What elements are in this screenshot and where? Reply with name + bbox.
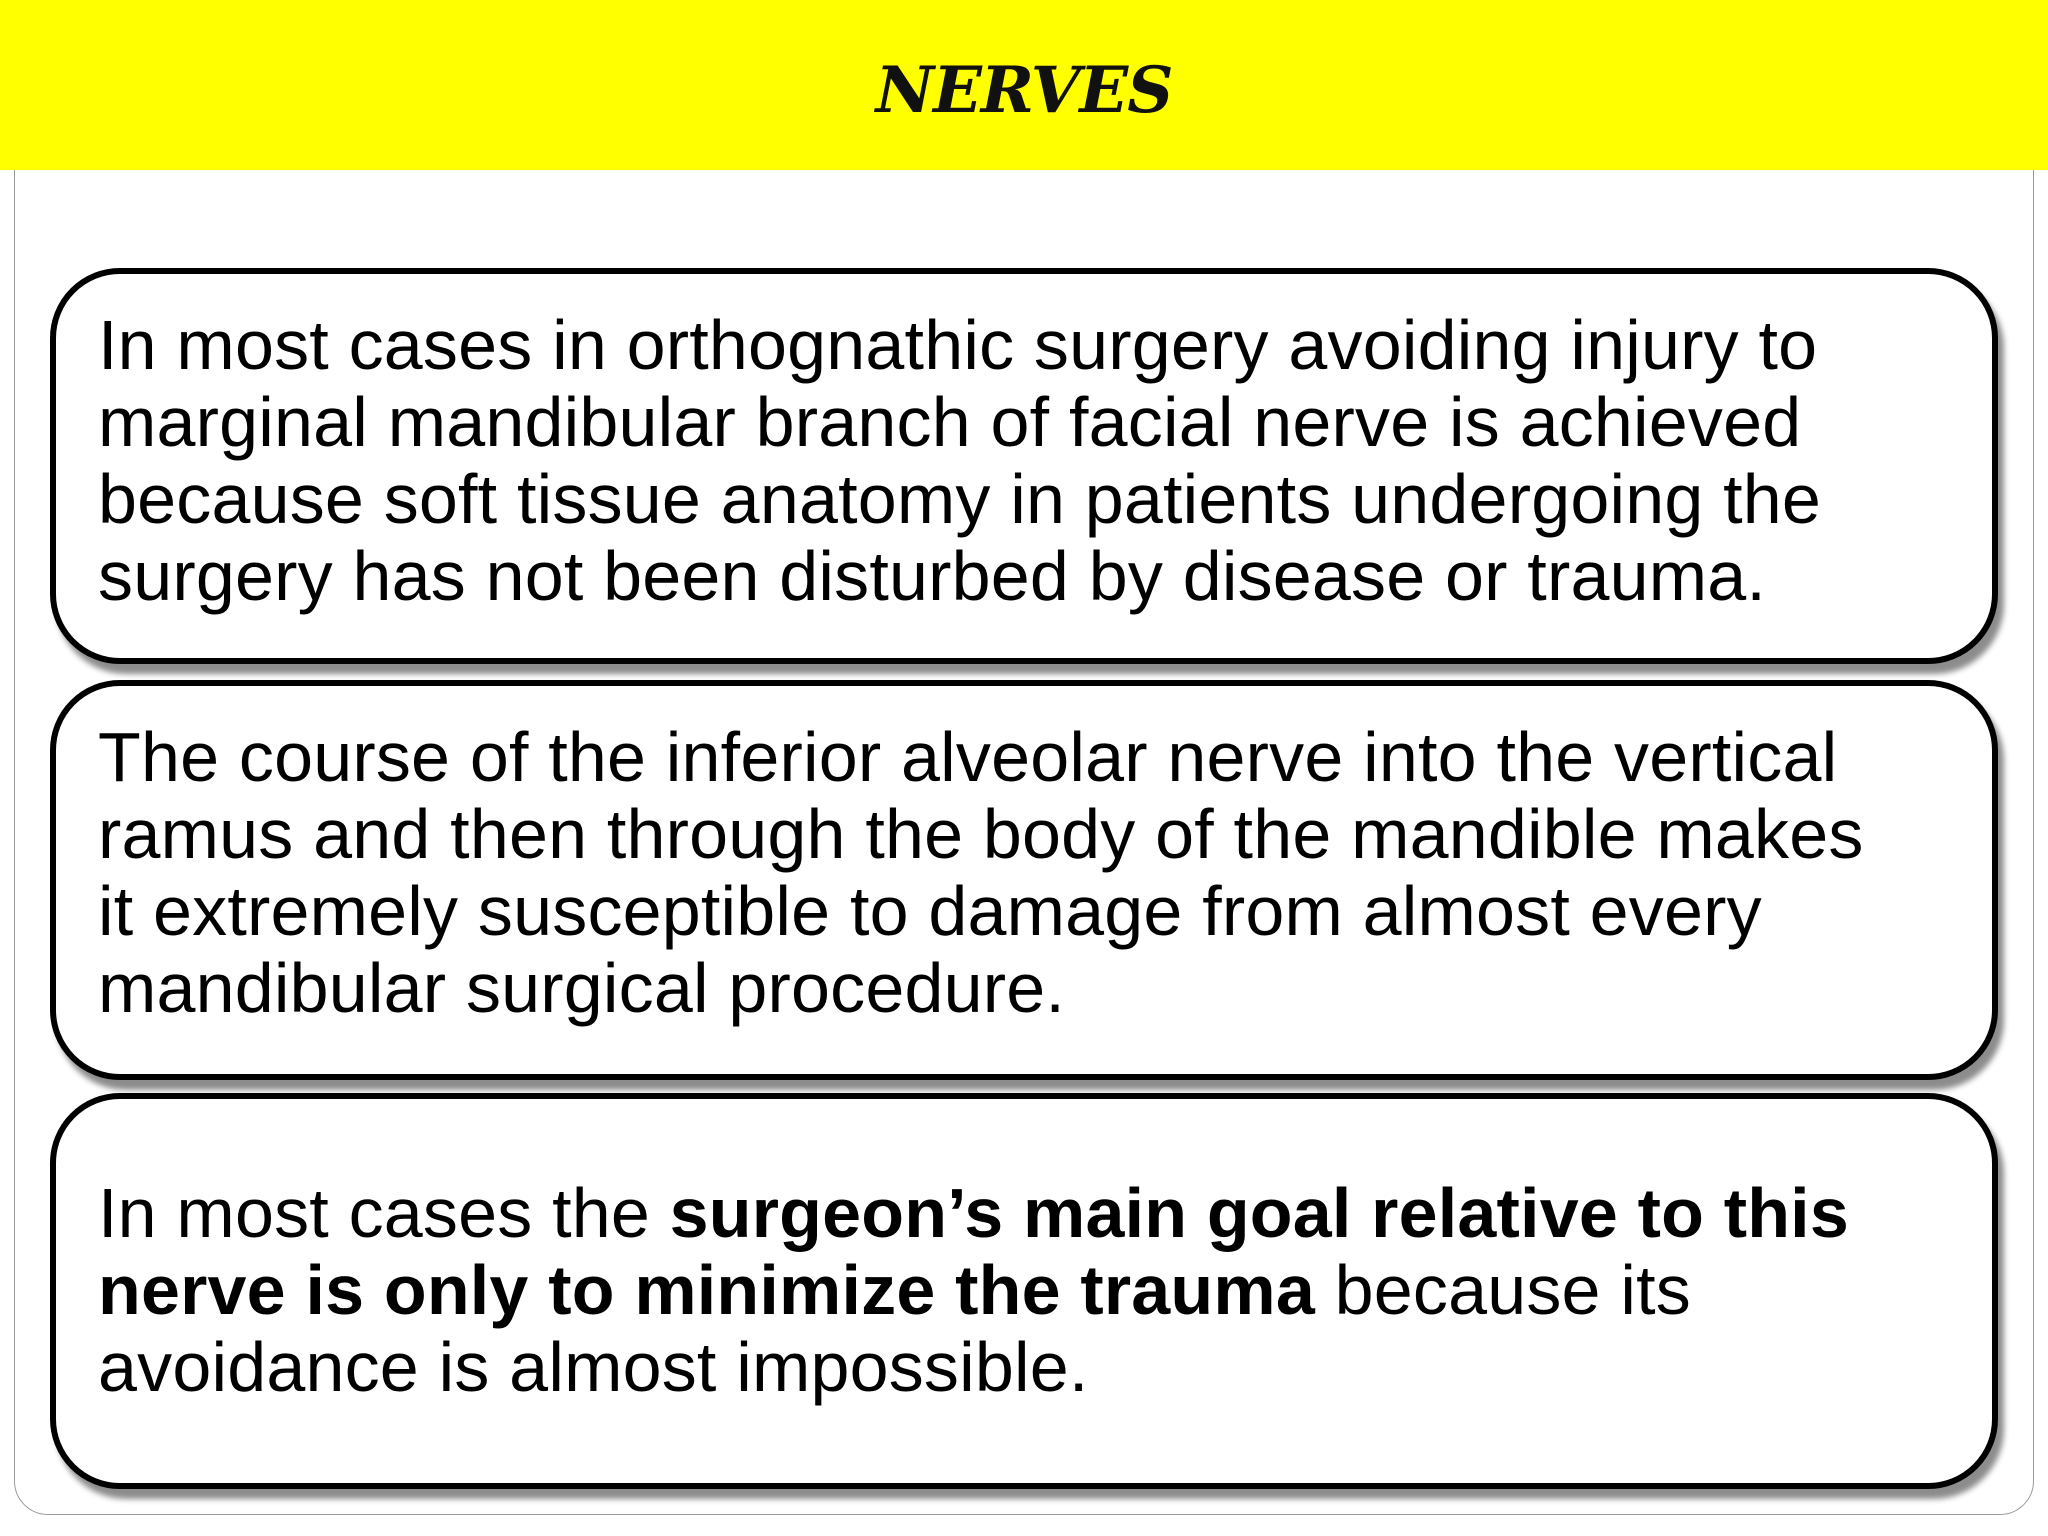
box3-line-2-bold: nerve is only to minimize the trauma	[98, 1250, 1315, 1329]
box1-line-4: surgery has not been disturbed by disease or trauma.	[98, 537, 1767, 615]
box3-line-2-normal: because its	[1314, 1250, 1691, 1329]
box3-line-1-bold: surgeon’s main goal relative to this	[669, 1173, 1849, 1252]
box3-line-3: avoidance is almost impossible.	[98, 1327, 1089, 1406]
box3-line-1-normal: In most cases the	[98, 1173, 670, 1252]
slide-title: NERVES	[875, 52, 1173, 128]
content-box-3	[50, 1093, 1998, 1489]
content-box-1	[50, 268, 1998, 664]
box1-line-2: marginal mandibular branch of facial nerve is achieved	[98, 383, 1802, 461]
box3-line-1	[98, 1175, 1950, 1252]
box3-text	[98, 1175, 1950, 1406]
box2-line-4: mandibular surgical procedure.	[98, 949, 1066, 1027]
box2-text	[98, 719, 1950, 1027]
box2-line-1: The course of the inferior alveolar nerve into the vertical	[98, 718, 1838, 796]
title-bar	[0, 0, 2048, 170]
box1-line-3: because soft tissue anatomy in patients undergoing the	[98, 460, 1822, 538]
box3-line-2	[98, 1252, 1950, 1329]
box2-line-2: ramus and then through the body of the mandible makes	[98, 795, 1864, 873]
box1-text	[98, 307, 1950, 615]
content-box-2	[50, 680, 1998, 1080]
box1-line-1: In most cases in orthognathic surgery avoiding injury to	[98, 306, 1818, 384]
box2-line-3: it extremely susceptible to damage from almost every	[98, 872, 1762, 950]
